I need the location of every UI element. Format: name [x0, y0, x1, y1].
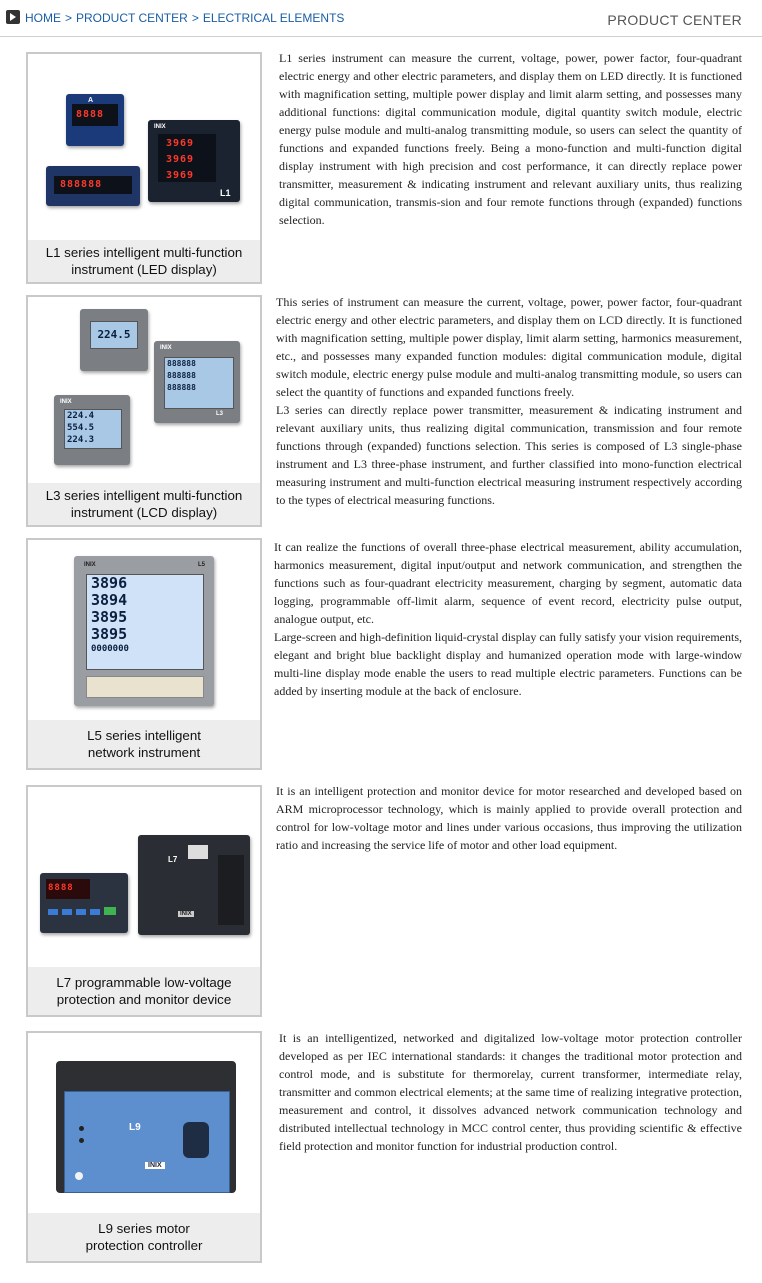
product-description: It is an intelligent protection and monitor device for motor researched and developed based on ARM microprocessor technology, which is mainly applied to provide overall protection and control for low-voltage motor and lines under various occasions, thus improving the utilization ratio and increasing the service life of motor and other load equipment. — [276, 784, 742, 852]
breadcrumb — [25, 11, 344, 25]
caption-line: L9 series motor — [98, 1221, 190, 1236]
motor-controller-l9-icon: L9 INIX — [64, 1091, 230, 1193]
product-description: It is an intelligentized, networked and digitalized low-voltage motor protection controller developed as per IEC international standards: it changes the traditional motor protection and control mode, and is substitute for thermorelay, current transformer, intermediate relay, transmitter and common electrical elements; at the same time of realizing integrative protection, measurement and control, it dissolves advanced network communication technology and distributed intellectual technology in MCC control center, thus providing scientific & effective field protection and monitor function for industrial production control. — [279, 1031, 742, 1153]
description-paragraph: This series of instrument can measure the current, voltage, power, power factor, four-quadrant electric energy and other electric parameters, and display them on LCD directly. It is functioned with magnification setting, multiple power display, limit alarm setting, harmonics measurement, etc., and possesses many expanded function modules: digital communication module, digital switch module, electric energy pulse module and multi-analog transmitting module, so users can select the quantity of functions and expanded functions freely. — [276, 295, 742, 399]
breadcrumb-electrical-elements-link[interactable]: ELECTRICAL ELEMENTS — [202, 11, 345, 25]
product-image-l5[interactable] — [28, 540, 260, 720]
product-caption[interactable] — [28, 1213, 260, 1261]
meter-small-icon: 8888 A — [66, 94, 124, 146]
description-paragraph: L3 series can directly replace power transmitter, measurement & indicating instrument and relevant auxiliary units, thus realizing digital communication, transmission and four remote functions through (expanded) functions selection. This series is composed of L3 single-phase instrument and L3 three-phase instrument, and further classified into mono-function electrical measuring instrument and multi-function electrical measuring instrument respectively according to the types of electrical measuring functions. — [276, 403, 742, 507]
product-card-l1[interactable] — [26, 52, 262, 284]
product-caption[interactable] — [28, 967, 260, 1015]
product-image-l7[interactable] — [28, 787, 260, 967]
product-image-l1[interactable] — [28, 54, 260, 240]
description-paragraph: Large-screen and high-definition liquid-crystal display can fully satisfy your vision requirements, elegant and bright blue backlight display and humanized operation mode with large-window multi-line display mode enable the users to read multiple electric parameters. Functions can be added by inserting module at the back of enclosure. — [274, 630, 742, 698]
product-card-l9[interactable] — [26, 1031, 262, 1263]
product-caption[interactable] — [28, 720, 260, 768]
breadcrumb-separator: > — [191, 11, 199, 25]
product-image-l9[interactable] — [28, 1033, 260, 1213]
meter-l1-icon: INIX 3969 3969 3969 L1 — [148, 120, 240, 202]
product-description — [274, 538, 742, 700]
caption-line: L5 series intelligent — [87, 728, 201, 743]
caption-line: L1 series intelligent multi-function — [45, 245, 243, 260]
product-description: L1 series instrument can measure the current, voltage, power, power factor, four-quadrant electric energy and other electric parameters, and display them on LED directly. It is functioned with magnification setting, multiple power display and limit alarm setting, and possesses many additional functions: digital communication module, digital quantity switch module, electric energy pulse module and multi-analog transmitting module, so users can select the quantity of functions and expanded functions freely. Being a mono-function and multi-function digital display instrument with high precision and cost performance, it can directly replace power transmitter, measurement & indicating instrument and relevant auxiliary units, thus realizing digital communication, transmis-sion and four remote functions through (expanded) functions selection. — [279, 51, 742, 227]
caption-line: instrument (LCD display) — [70, 505, 218, 520]
product-card-l7[interactable] — [26, 785, 262, 1017]
caption-line: protection controller — [85, 1238, 203, 1253]
caption-line: protection and monitor device — [56, 992, 232, 1007]
page-title: PRODUCT CENTER — [607, 12, 742, 28]
product-description — [276, 293, 742, 509]
network-meter-l5-icon: INIX L5 3896 3894 3895 3895 0000000 — [74, 556, 214, 706]
product-caption[interactable] — [28, 483, 260, 525]
top-bar — [0, 0, 762, 37]
product-card-l5[interactable] — [26, 538, 262, 770]
meter-long-icon: 888888 — [46, 166, 140, 206]
lcd-meter-icon: 224.5 — [80, 309, 148, 371]
breadcrumb-home-link[interactable]: HOME — [25, 11, 61, 25]
protection-module-icon: L7 INIX — [138, 835, 250, 935]
caption-line: L7 programmable low-voltage — [56, 975, 232, 990]
caption-line: instrument (LED display) — [71, 262, 217, 277]
display-panel-icon: 8888 — [40, 873, 128, 933]
lcd-meter-l3-icon: INIX 888888 888888 888888 L3 — [154, 341, 240, 423]
product-card-l3[interactable] — [26, 295, 262, 527]
description-paragraph: It can realize the functions of overall three-phase electrical measurement, ability accumulation, harmonics measurement, digital input/output and network communication, and strengthen the functions such as four-quadrant electricity measurement, charging by segment, automatic data logging, programmable off-limit alarm, sequence of event record, electricity pulse output, analogue output, etc. — [274, 540, 742, 626]
breadcrumb-separator: > — [65, 11, 73, 25]
caption-line: L3 series intelligent multi-function — [45, 488, 243, 503]
product-caption[interactable] — [28, 240, 260, 282]
lcd-meter-icon: INIX 224.4 554.5 224.3 — [54, 395, 130, 465]
arrow-right-icon — [6, 10, 20, 24]
product-image-l3[interactable] — [28, 297, 260, 483]
caption-line: network instrument — [87, 745, 201, 760]
breadcrumb-product-center-link[interactable]: PRODUCT CENTER — [76, 11, 188, 25]
